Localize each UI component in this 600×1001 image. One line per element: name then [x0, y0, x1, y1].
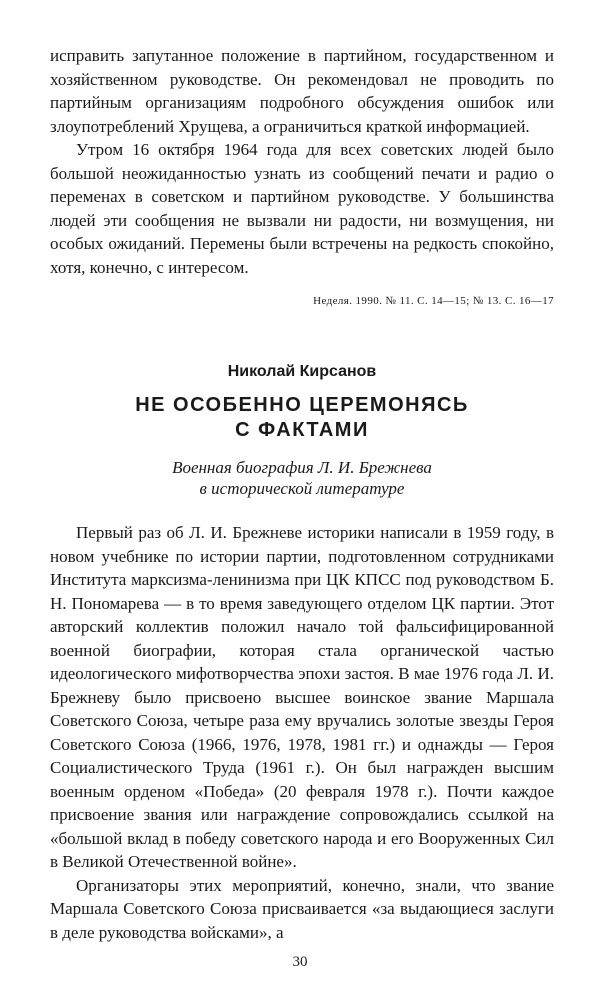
page-number: 30	[292, 954, 308, 970]
article-paragraph: Организаторы этих мероприятий, конечно, знали, что звание Маршала Советского Союза присваивается «за выдающиеся заслуги в деле руководства войсками», а	[50, 875, 554, 942]
subtitle-line: в исторической литературе	[199, 479, 405, 498]
source-citation: Неделя. 1990. № 11. С. 14—15; № 13. С. 16—17	[313, 295, 554, 307]
continued-paragraph: исправить запутанное положение в партийном, государственном и хозяйственном руководстве. Он рекомендовал не проводить по партийным организациям подробного обсуждения ошибок или злоупотреблений Хрущева, а ограничиться краткой информацией.	[50, 46, 554, 136]
article-paragraph: Первый раз об Л. И. Брежневе историки написали в 1959 году, в новом учебнике по истории партии, подготовленном сотрудниками Института марксизма-ленинизма при ЦК КПСС под руководством Б. Н. Пономарева — в то время заведующего отделом ЦК партии. Этот авторский коллектив положил начало той фальсифицированной военной биографии, которая стала органической частью идеологического мифотворчества эпохи застоя. В мае 1976 года Л. И. Брежневу было присвоено высшее воинское звание Маршала Советского Союза, четыре раза ему вручались золотые звезды Героя Советского Союза (1966, 1976, 1978, 1981 гг.) и однажды — Героя Социалистического Труда (1961 г.). Он был награжден высшим военным орденом «Победа» (20 февраля 1978 г.). Почти каждое присвоение звания или награждение сопровождались ссылкой на «большой вклад в победу советского народа и его Вооруженных Сил в Великой Отечественной войне».	[50, 523, 554, 871]
paragraph-announcement: Утром 16 октября 1964 года для всех советских людей было большой неожиданностью узнать из сообщений печати и радио о переменах в советском и партийном руководстве. У большинства людей эти сообщения не вызвали ни радости, ни возмущения, ни особых ожиданий. Перемены были встречены на редкость спокойно, хотя, конечно, с интересом.	[50, 140, 554, 277]
article-title	[50, 393, 554, 443]
book-page	[50, 44, 554, 944]
article-author: Николай Кирсанов	[227, 363, 377, 380]
title-line: С ФАКТАМИ	[235, 419, 369, 441]
subtitle-line: Военная биография Л. И. Брежнева	[172, 458, 432, 477]
title-line: НЕ ОСОБЕННО ЦЕРЕМОНЯСЬ	[135, 394, 469, 416]
article-subtitle	[50, 457, 554, 499]
